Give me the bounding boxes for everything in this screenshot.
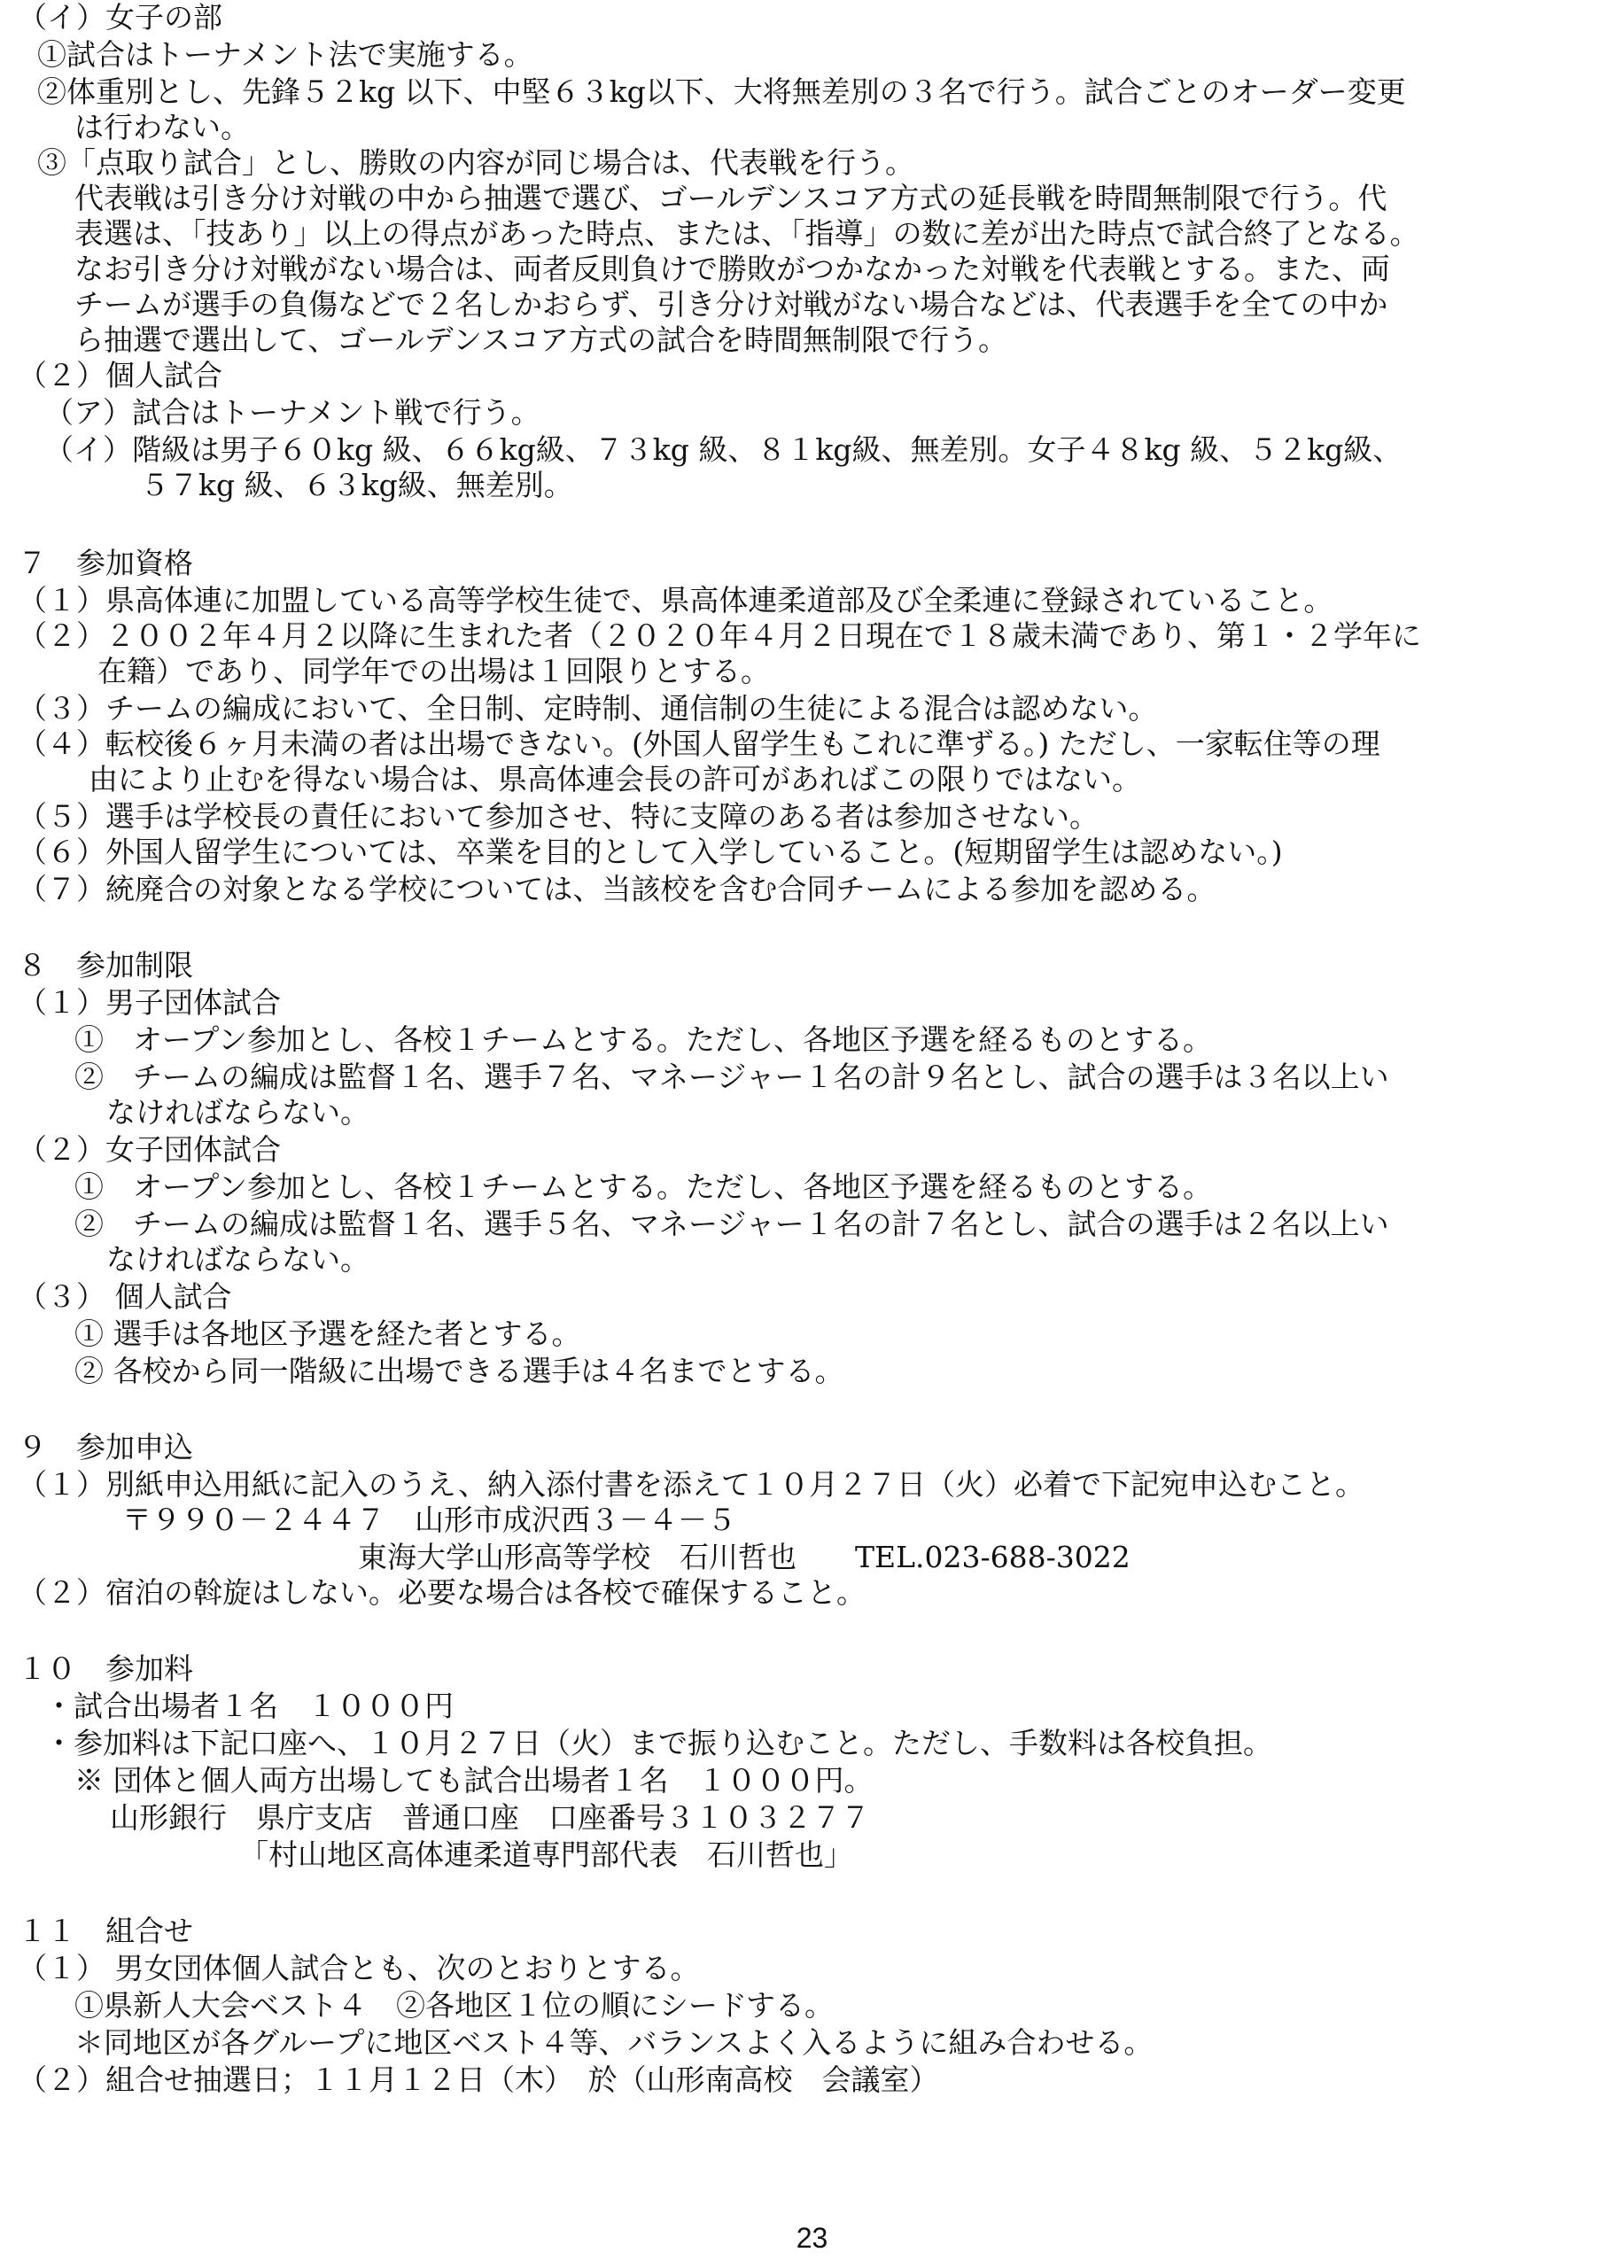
text-line: ② 各校から同一階級に出場できる選手は４名までとする。 <box>74 1354 844 1388</box>
text-line: 表選は、「技あり」以上の得点があった時点、または、「指導」の数に差が出た時点で試合終了となる。 <box>74 216 1419 251</box>
text-line: なければならない。 <box>106 1242 369 1277</box>
section-heading: １０ 参加料 <box>18 1651 193 1686</box>
text-line: ②体重別とし、先鋒５２kg 以下、中堅６３kg以下、大将無差別の３名で行う。試合ごとのオーダー変更 <box>37 74 1406 109</box>
text-line: ① 選手は各地区予選を経た者とする。 <box>74 1317 581 1351</box>
text-line: （１）県高体連に加盟している高等学校生徒で、県高体連柔道部及び全柔連に登録されていること。 <box>18 583 1333 617</box>
account-holder: 「村山地区高体連柔道専門部代表 石川哲也」 <box>239 1837 853 1872</box>
text-line: チームが選手の負傷などで２名しかおらず、引き分け対戦がない場合などは、代表選手を全ての中か <box>74 287 1388 322</box>
text-line: （２）女子団体試合 <box>18 1132 281 1167</box>
bullet-line: ・試合出場者１名 １０００円 <box>44 1689 454 1723</box>
text-line: なければならない。 <box>106 1095 369 1130</box>
text-line: （５）選手は学校長の責任において参加させ、特に支障のある者は参加させない。 <box>18 799 1100 834</box>
bullet-line: ・参加料は下記口座へ、１０月２７日（火）まで振り込むこと。ただし、手数料は各校負担。 <box>44 1726 1272 1760</box>
text-line: ５７kg 級、６３kg級、無差別。 <box>140 468 573 502</box>
contact-line: 東海大学山形高等学校 石川哲也 TEL.023-688-3022 <box>358 1540 1131 1574</box>
text-line: ① オープン参加とし、各校１チームとする。ただし、各地区予選を経るものとする。 <box>74 1022 1213 1057</box>
text-line: （１）男子団体試合 <box>18 985 281 1020</box>
section-heading: ７ 参加資格 <box>18 546 193 580</box>
text-line: ①県新人大会ベスト４ ②各地区１位の順にシードする。 <box>74 1988 835 2023</box>
text-line: ①試合はトーナメント法で実施する。 <box>37 37 533 72</box>
bank-line: 山形銀行 県庁支店 普通口座 口座番号３１０３２７７ <box>110 1800 870 1835</box>
text-line: ＊同地区が各グループに地区ベスト４等、バランスよく入るように組み合わせる。 <box>74 2025 1154 2060</box>
text-line: は行わない。 <box>74 110 250 144</box>
text-line: （７）統廃合の対象となる学校については、当該校を含む合同チームによる参加を認める。 <box>18 872 1216 906</box>
text-line: 由により止むを得ない場合は、県高体連会長の許可があればこの限りではない。 <box>89 762 1141 796</box>
text-line: （イ）階級は男子６０kg 級、６６kg級、７３kg 級、８１kg級、無差別。女子４８kg 級、５２kg級、 <box>44 432 1403 467</box>
section-heading: （イ）女子の部 <box>18 0 222 35</box>
text-line: 在籍）であり、同学年での出場は１回限りとする。 <box>97 654 770 688</box>
section-heading: １１ 組合せ <box>18 1914 193 1948</box>
text-line: （ア）試合はトーナメント戦で行う。 <box>44 395 540 430</box>
text-line: （３） 個人試合 <box>18 1279 232 1314</box>
note-line: ※ 団体と個人両方出場しても試合出場者１名 １０００円。 <box>74 1763 874 1798</box>
text-line: 代表戦は引き分け対戦の中から抽選で選び、ゴールデンスコア方式の延長戦を時間無制限で行う。代 <box>74 181 1387 215</box>
text-line: ③「点取り試合」とし、勝敗の内容が同じ場合は、代表戦を行う。 <box>37 145 914 180</box>
section-heading: ８ 参加制限 <box>18 948 193 983</box>
text-line: ② チームの編成は監督１名、選手５名、マネージャー１名の計７名とし、試合の選手は２名以上い <box>74 1207 1389 1241</box>
text-line: （３）チームの編成において、全日制、定時制、通信制の生徒による混合は認めない。 <box>18 691 1158 726</box>
text-line: なお引き分け対戦がない場合は、両者反則負けで勝敗がつかなかった対戦を代表戦とする。また、両 <box>74 252 1390 286</box>
text-line: （２）宿泊の斡旋はしない。必要な場合は各校で確保すること。 <box>18 1575 866 1610</box>
text-line: （２）２００２年４月２以降に生まれた者（２０２０年４月２日現在で１８歳未満であり、第１・２学年に <box>18 618 1421 653</box>
text-line: （２）組合せ抽選日；１１月１２日（木） 於（山形南高校 会議室） <box>18 2062 939 2097</box>
address-line: 〒９９０－２４４７ 山形市成沢西３－４－５ <box>122 1503 736 1537</box>
text-line: ② チームの編成は監督１名、選手７名、マネージャー１名の計９名とし、試合の選手は３名以上い <box>74 1060 1389 1094</box>
section-heading: （２）個人試合 <box>18 358 222 392</box>
text-line: （１）別紙申込用紙に記入のうえ、納入添付書を添えて１０月２７日（火）必着で下記宛申込むこと。 <box>18 1467 1364 1502</box>
text-line: （４）転校後６ヶ月未満の者は出場できない。(外国人留学生もこれに準ずる。) ただし、一家転住等の理 <box>18 726 1380 761</box>
text-line: ら抽選で選出して、ゴールデンスコア方式の試合を時間無制限で行う。 <box>74 322 1008 357</box>
text-line: ① オープン参加とし、各校１チームとする。ただし、各地区予選を経るものとする。 <box>74 1169 1213 1204</box>
section-heading: ９ 参加申込 <box>18 1430 193 1464</box>
text-line: （６）外国人留学生については、卒業を目的として入学していること。(短期留学生は認めない。) <box>18 835 1283 869</box>
page-number: 23 <box>796 2222 828 2254</box>
text-line: （１） 男女団体個人試合とも、次のとおりとする。 <box>18 1951 700 1985</box>
